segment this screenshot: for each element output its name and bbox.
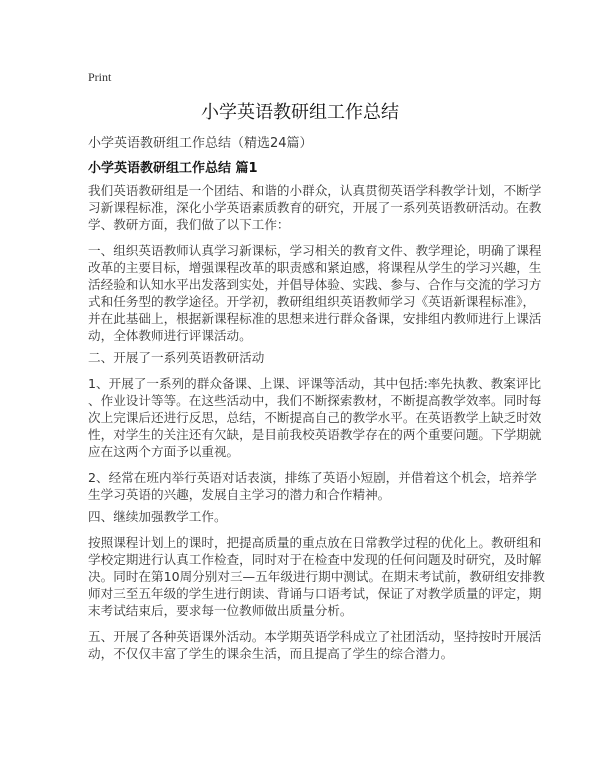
paragraph-line: 动，全体教师进行评课活动。	[88, 328, 252, 343]
paragraph	[88, 375, 541, 460]
paragraph-line: 应在这两个方面予以重视。	[88, 444, 240, 459]
paragraph-line: 性，对学生的关注还有欠缺，是目前我校英语教学存在的两个重要问题。下学期就	[88, 427, 542, 442]
paragraph-line: 活经验和认知水平出发落到实处，并倡导体验、实践、参与、合作与交流的学习方	[88, 277, 542, 292]
paragraph-line: 二、开展了一系列英语教研活动	[88, 350, 265, 365]
paragraph	[88, 534, 545, 619]
paragraph-line: 习新课程标准，深化小学英语素质教育的研究，开展了一系列英语教研活动。在教	[88, 200, 542, 215]
section-heading: 小学英语教研组工作总结 篇1	[88, 161, 258, 176]
paragraph-line: 并在此基础上，根据新课程标准的思想来进行群众备课，安排组内教师进行上课活	[88, 311, 542, 326]
paragraph-line: 四、继续加强教学工作。	[88, 509, 227, 524]
document-subtitle: 小学英语教研组工作总结（精选24篇）	[88, 136, 313, 151]
paragraph-line: 五、开展了各种英语课外活动。本学期英语学科成立了社团活动，坚持按时开展活	[88, 629, 542, 644]
paragraph-line: 次上完课后还进行反思，总结，不断提高自己的教学水平。在英语教学上缺乏时效	[88, 410, 542, 425]
paragraph-line: 生学习英语的兴趣，发展自主学习的潜力和合作精神。	[88, 487, 391, 502]
paragraph	[88, 242, 541, 344]
print-link[interactable]: Print	[88, 70, 112, 84]
paragraph-line: 改革的主要目标，增强课程改革的职责感和紧迫感，将课程从学生的学习兴趣，生	[88, 260, 542, 275]
paragraph-line: 学、教研方面，我们做了以下工作：	[88, 217, 290, 232]
paragraph-line: 式和任务型的教学途径。开学初，教研组组织英语教师学习《英语新课程标准》，	[88, 294, 536, 309]
paragraph-line: 我们英语教研组是一个团结、和谐的小群众，认真贯彻英语学科教学计划，不断学	[88, 183, 542, 198]
paragraph-line: 师对三至五年级的学生进行朗读、背诵与口语考试，保证了对教学质量的评定，期	[88, 586, 542, 601]
paragraph-line: 一、组织英语教师认真学习新课标，学习相关的教育文件、教学理论，明确了课程	[88, 243, 542, 258]
paragraph-line: 末考试结束后，要求每一位教师做出质量分析。	[88, 603, 353, 618]
paragraph	[88, 628, 541, 662]
paragraph-line: 决。同时在第10周分别对三—五年级进行期中测试。在期末考试前，教研组安排教	[88, 569, 545, 584]
paragraph-line: 、作业设计等等。在这些活动中，我们不断探索教材，不断提高教学效率。同时每	[88, 393, 542, 408]
paragraph	[88, 349, 264, 366]
paragraph-line: 学校定期进行认真工作检查，同时对于在检查中发现的任何问题及时研究，及时解	[88, 552, 542, 567]
paragraph	[88, 469, 537, 503]
document-title: 小学英语教研组工作总结	[201, 102, 399, 123]
paragraph	[88, 182, 541, 233]
paragraph	[88, 508, 227, 525]
paragraph-line: 2、经常在班内举行英语对话表演，排练了英语小短剧，并借着这个机会，培养学	[88, 470, 537, 485]
paragraph-line: 按照课程计划上的课时，把提高质量的重点放在日常教学过程的优化上。教研组和	[88, 535, 542, 550]
paragraph-line: 动，不仅仅丰富了学生的课余生活，而且提高了学生的综合潜力。	[88, 646, 454, 661]
paragraph-line: 1、开展了一系列的群众备课、上课、评课等活动，其中包括:率先执教、教案评比	[88, 376, 542, 391]
